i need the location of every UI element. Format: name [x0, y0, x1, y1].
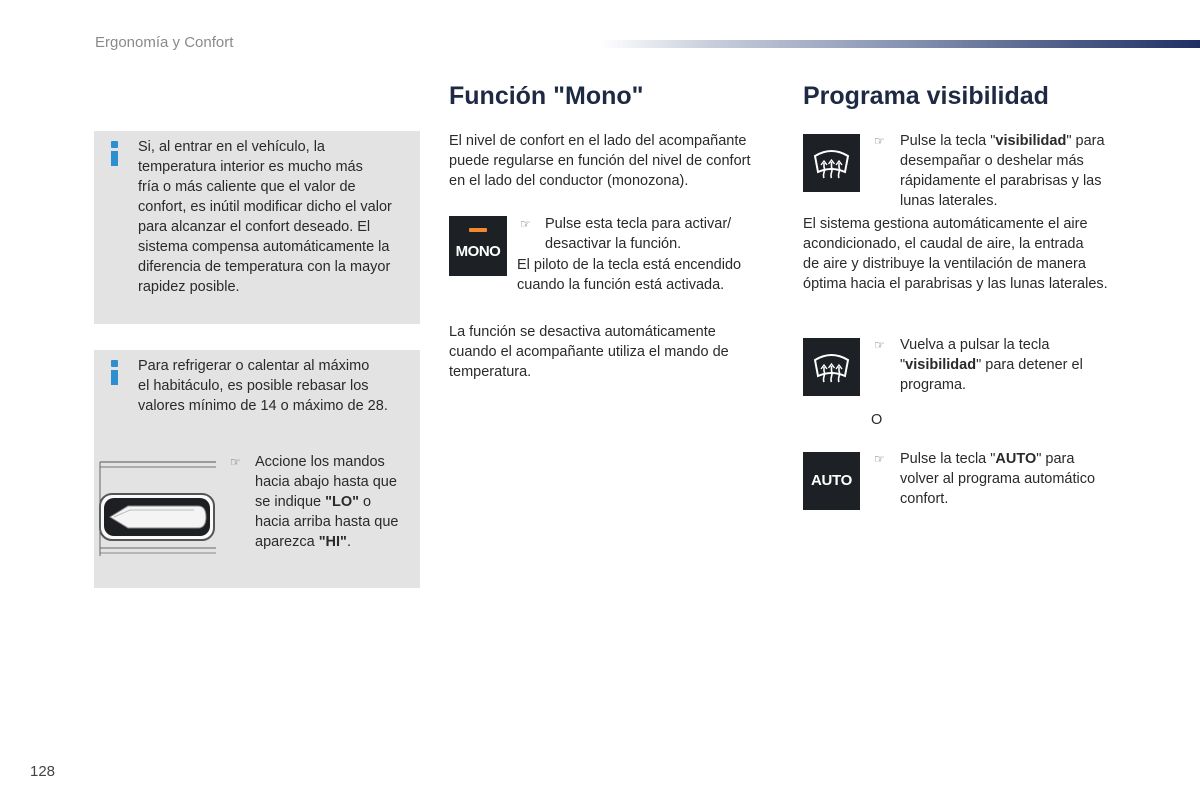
- pointing-hand-icon: ☞: [230, 455, 241, 469]
- visibility-step-2: ☞ Vuelva a pulsar la tecla "visibilidad" para detener el programa.: [874, 337, 1083, 393]
- windshield-defrost-icon: [803, 338, 860, 396]
- pointing-hand-icon: ☞: [874, 338, 885, 352]
- visibility-step-1: ☞ Pulse la tecla "visibilidad" para desempañar o deshelar más rápidamente el parabrisas y las lunas laterales.: [874, 133, 1105, 209]
- mono-step: ☞ Pulse esta tecla para activar/ desactivar la función.: [520, 216, 732, 252]
- header-gradient-bar: [600, 40, 1200, 48]
- or-separator: O: [871, 412, 883, 428]
- visibility-system-text: El sistema gestiona automáticamente el aire acondicionado, el caudal de aire, la entrada de aire y distribuye la ventilación de manera óptima hacia el parabrisas y las lunas laterales.: [803, 216, 1108, 292]
- temperature-control-illustration: [98, 458, 218, 558]
- instruction-lo-hi: ☞ Accione los mandos hacia abajo hasta que se indique "LO" o hacia arriba hasta que aparezca "HI".: [230, 454, 399, 550]
- mono-outro: La función se desactiva automáticamente cuando el acompañante utiliza el mando de temperatura.: [449, 324, 729, 380]
- info-text-lo-hi: Para refrigerar o calentar al máximo el habitáculo, es posible rebasar los valores mínimo de 14 o máximo de 28.: [138, 358, 388, 414]
- info-icon: [110, 141, 120, 166]
- section-label: Ergonomía y Confort: [95, 34, 234, 51]
- mono-key-label: MONO: [455, 243, 501, 260]
- auto-key-icon: [803, 452, 860, 510]
- visibility-step-3: ☞ Pulse la tecla "AUTO" para volver al programa automático confort.: [874, 451, 1096, 507]
- info-icon: [110, 360, 120, 385]
- pointing-hand-icon: ☞: [520, 217, 531, 231]
- info-box-temperature: [94, 131, 420, 324]
- info-text-temperature: Si, al entrar en el vehículo, la temperatura interior es mucho más fría o más caliente que el valor de confort, es inútil modificar dicho el valor para alcanzar el confort deseado. El sistema compensa automáticamente la diferencia de temperatura con la mayor rapidez posible.: [138, 139, 392, 295]
- mono-intro: El nivel de confort en el lado del acompañante puede regularse en función del nivel de confort en el lado del conductor (monozona).: [449, 133, 751, 189]
- page-number: 128: [30, 763, 56, 780]
- auto-key-label: AUTO: [810, 472, 853, 489]
- pointing-hand-icon: ☞: [874, 134, 885, 148]
- visibility-title: Programa visibilidad: [803, 82, 1049, 110]
- info-box-lo-hi: [94, 350, 420, 588]
- windshield-defrost-icon: [803, 134, 860, 192]
- mono-pilot-text: El piloto de la tecla está encendido cuando la función está activada.: [517, 257, 742, 293]
- mono-title: Función "Mono": [449, 82, 644, 110]
- pointing-hand-icon: ☞: [874, 452, 885, 466]
- mono-key-icon: [449, 216, 507, 276]
